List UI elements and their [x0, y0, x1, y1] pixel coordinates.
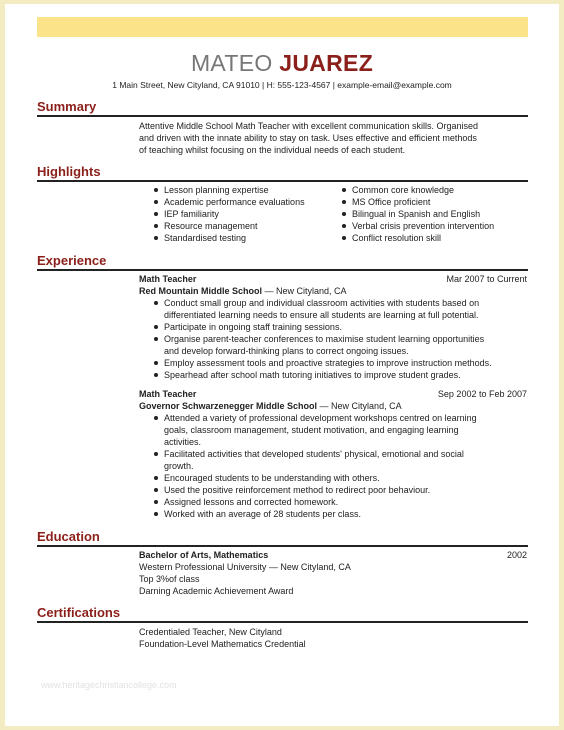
- certifications-divider: [37, 621, 528, 623]
- list-item: Resource management: [151, 220, 341, 232]
- list-item-continuation: goals, classroom management, student motivation, and engaging learning: [164, 425, 459, 435]
- employer-name: Red Mountain Middle School: [139, 286, 262, 296]
- certifications-heading: Certifications: [37, 605, 121, 620]
- list-item-continuation: growth.: [164, 461, 194, 471]
- education-honor: Top 3%of class: [139, 574, 200, 584]
- list-item: Verbal crisis prevention intervention: [339, 220, 529, 232]
- contact-line: 1 Main Street, New Cityland, CA 91010 | H: 555-123-4567 | example-email@example.com: [112, 80, 452, 90]
- list-item: IEP familiarity: [151, 208, 341, 220]
- employer-name: Governor Schwarzenegger Middle School: [139, 401, 318, 411]
- degree: Bachelor of Arts, Mathematics: [139, 550, 269, 560]
- experience-heading: Experience: [37, 253, 107, 268]
- first-name: MATEO: [190, 50, 273, 76]
- list-item: Assigned lessons and corrected homework.: [151, 496, 531, 508]
- highlights-heading: Highlights: [37, 164, 101, 179]
- summary-text: [139, 120, 529, 156]
- list-item-continuation: and develop forward-thinking plans to correct ongoing issues.: [164, 346, 409, 356]
- education-award: Darning Academic Achievement Award: [139, 586, 294, 596]
- summary-divider: [37, 115, 528, 117]
- list-item: Academic performance evaluations: [151, 196, 341, 208]
- education-entry: [139, 549, 479, 597]
- candidate-name: [5, 50, 559, 77]
- summary-line: Attentive Middle School Math Teacher with excellent communication skills. Organised: [139, 121, 478, 131]
- watermark-text: www.heritagechristiancollege.com: [41, 680, 177, 690]
- header-color-bar: [37, 17, 528, 37]
- list-item: Common core knowledge: [339, 184, 529, 196]
- job-2-header: [139, 388, 439, 412]
- highlights-right-list: [339, 184, 529, 244]
- job-location: — New Cityland, CA: [317, 401, 402, 411]
- list-item: MS Office proficient: [339, 196, 529, 208]
- experience-divider: [37, 269, 528, 271]
- list-item: Bilingual in Spanish and English: [339, 208, 529, 220]
- job-2-bullets: [151, 412, 531, 520]
- education-divider: [37, 545, 528, 547]
- job-2-dates: Sep 2002 to Feb 2007: [437, 389, 527, 399]
- list-item: Used the positive reinforcement method to redirect poor behaviour.: [151, 484, 531, 496]
- certification-item: Foundation-Level Mathematics Credential: [139, 639, 306, 649]
- education-year: 2002: [506, 550, 527, 560]
- list-item-continuation: activities.: [164, 437, 202, 447]
- job-location: — New Cityland, CA: [262, 286, 347, 296]
- job-title: Math Teacher: [139, 389, 197, 399]
- resume-page: [5, 4, 559, 726]
- summary-heading: Summary: [37, 99, 97, 114]
- job-employer-line: [139, 400, 439, 412]
- job-employer-line: [139, 285, 439, 297]
- list-item: Conduct small group and individual classroom activities with students based on: [151, 297, 531, 309]
- list-item: Organise parent-teacher conferences to maximise student learning opportunities: [151, 333, 531, 345]
- list-item: Attended a variety of professional development workshops centred on learning: [151, 412, 531, 424]
- job-1-dates: Mar 2007 to Current: [446, 274, 527, 284]
- summary-line: and driven with the innate ability to stay on task. Uses effective and efficient methods: [139, 133, 477, 143]
- job-1-bullets: [151, 297, 531, 381]
- certifications-list: [139, 626, 479, 650]
- list-item: Lesson planning expertise: [151, 184, 341, 196]
- list-item-continuation: differentiated learning needs to ensure all students are learning at full potential.: [164, 310, 479, 320]
- list-item: Facilitated activities that developed students' physical, emotional and social: [151, 448, 531, 460]
- summary-line: of teaching whilst focusing on the individual needs of each student.: [139, 145, 406, 155]
- job-1-header: [139, 273, 439, 297]
- certification-item: Credentialed Teacher, New Cityland: [139, 627, 282, 637]
- list-item: Spearhead after school math tutoring initiatives to improve student grades.: [151, 369, 531, 381]
- highlights-divider: [37, 180, 528, 182]
- list-item: Standardised testing: [151, 232, 341, 244]
- list-item: Worked with an average of 28 students per class.: [151, 508, 531, 520]
- education-heading: Education: [37, 529, 100, 544]
- last-name: JUAREZ: [279, 50, 374, 76]
- school: Western Professional University — New Cityland, CA: [139, 562, 351, 572]
- list-item: Conflict resolution skill: [339, 232, 529, 244]
- job-title: Math Teacher: [139, 274, 197, 284]
- list-item: Employ assessment tools and proactive strategies to improve instruction methods.: [151, 357, 531, 369]
- list-item: Participate in ongoing staff training sessions.: [151, 321, 531, 333]
- list-item: Encouraged students to be understanding with others.: [151, 472, 531, 484]
- highlights-left-list: [151, 184, 341, 244]
